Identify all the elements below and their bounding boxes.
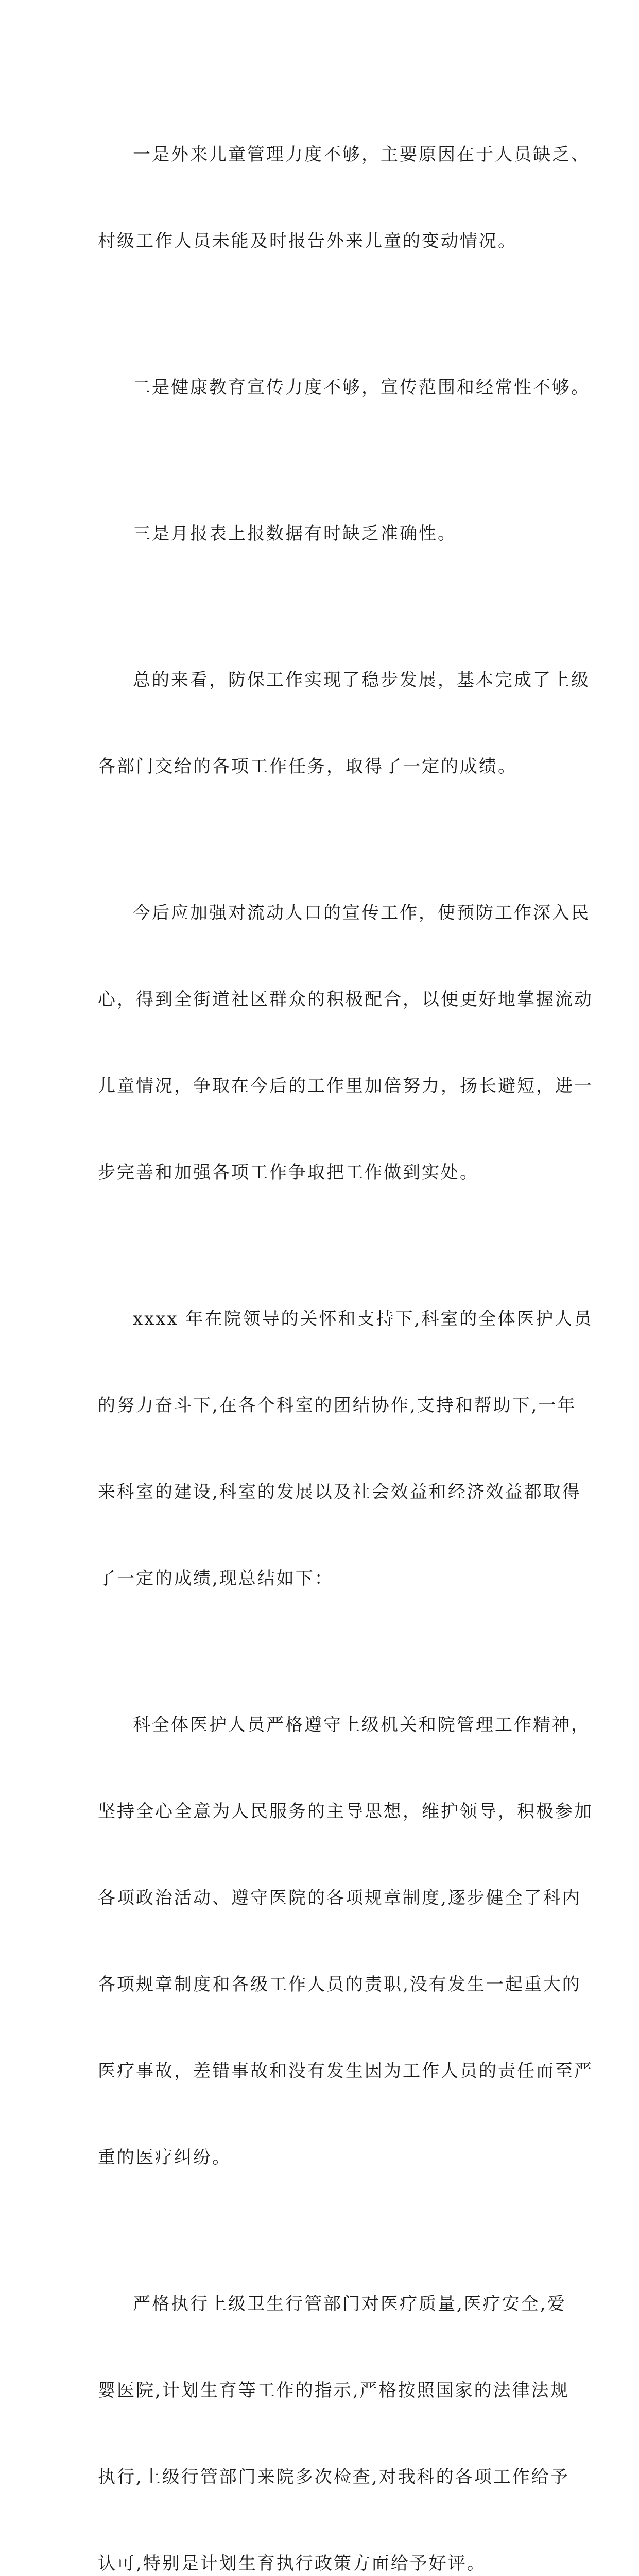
paragraph-7 xyxy=(98,1653,593,2230)
paragraph-line: 儿童情况，争取在今后的工作里加倍努力，扬长避短，进一 xyxy=(98,1076,593,1096)
paragraph-line: 二是健康教育宣传力度不够，宣传范围和经常性不够。 xyxy=(133,377,590,398)
paragraph-line: 村级工作人员未能及时报告外来儿童的变动情况。 xyxy=(98,231,517,251)
paragraph-line: 了一定的成绩,现总结如下： xyxy=(98,1568,334,1589)
paragraph-line: 严格执行上级卫生行管部门对医疗质量,医疗安全,爱 xyxy=(133,2294,566,2314)
paragraph-5 xyxy=(98,841,593,1245)
paragraph-line: 一是外来儿童管理力度不够，主要原因在于人员缺乏、 xyxy=(133,144,590,165)
paragraph-1 xyxy=(98,82,590,313)
paragraph-line: 医疗事故，差错事故和没有发生因为工作人员的责任而至严 xyxy=(98,2061,593,2081)
paragraph-3 xyxy=(98,462,551,606)
paragraph-line: 科全体医护人员严格遵守上级机关和院管理工作精神， xyxy=(133,1715,590,1735)
paragraph-line: 的努力奋斗下,在各个科室的团结协作,支持和帮助下,一年 xyxy=(98,1395,577,1416)
paragraph-line: 步完善和加强各项工作争取把工作做到实处。 xyxy=(98,1162,479,1183)
paragraph-line: 今后应加强对流动人口的宣传工作，使预防工作深入民 xyxy=(133,903,590,923)
document-body xyxy=(98,82,593,2576)
paragraph-line: 心，得到全街道社区群众的积极配合，以便更好地掌握流动 xyxy=(98,989,593,1010)
paragraph-2 xyxy=(98,315,590,460)
paragraph-line: 认可,特别是计划生育执行政策方面给予好评。 xyxy=(98,2553,486,2574)
paragraph-line: 各部门交给的各项工作任务，取得了一定的成绩。 xyxy=(98,756,517,777)
paragraph-8 xyxy=(98,2232,569,2576)
paragraph-line: 执行,上级行管部门来院多次检查,对我科的各项工作给予 xyxy=(98,2467,569,2487)
paragraph-line: 总的来看，防保工作实现了稳步发展，基本完成了上级 xyxy=(133,670,590,690)
paragraph-line: 坚持全心全意为人民服务的主导思想，维护领导，积极参加 xyxy=(98,1801,593,1822)
paragraph-4 xyxy=(98,608,590,839)
paragraph-line: 各项政治活动、遵守医院的各项规章制度,逐步健全了科内 xyxy=(98,1888,581,1908)
paragraph-line: 重的医疗纠纷。 xyxy=(98,2147,231,2168)
paragraph-line: 三是月报表上报数据有时缺乏准确性。 xyxy=(133,523,457,544)
paragraph-line: xxxx 年在院领导的关怀和支持下,科室的全体医护人员 xyxy=(133,1309,593,1329)
paragraph-line: 各项规章制度和各级工作人员的责职,没有发生一起重大的 xyxy=(98,1974,581,1995)
paragraph-line: 婴医院,计划生育等工作的指示,严格按照国家的法律法规 xyxy=(98,2380,569,2401)
paragraph-6 xyxy=(98,1247,593,1651)
paragraph-line: 来科室的建设,科室的发展以及社会效益和经济效益都取得 xyxy=(98,1482,581,1502)
